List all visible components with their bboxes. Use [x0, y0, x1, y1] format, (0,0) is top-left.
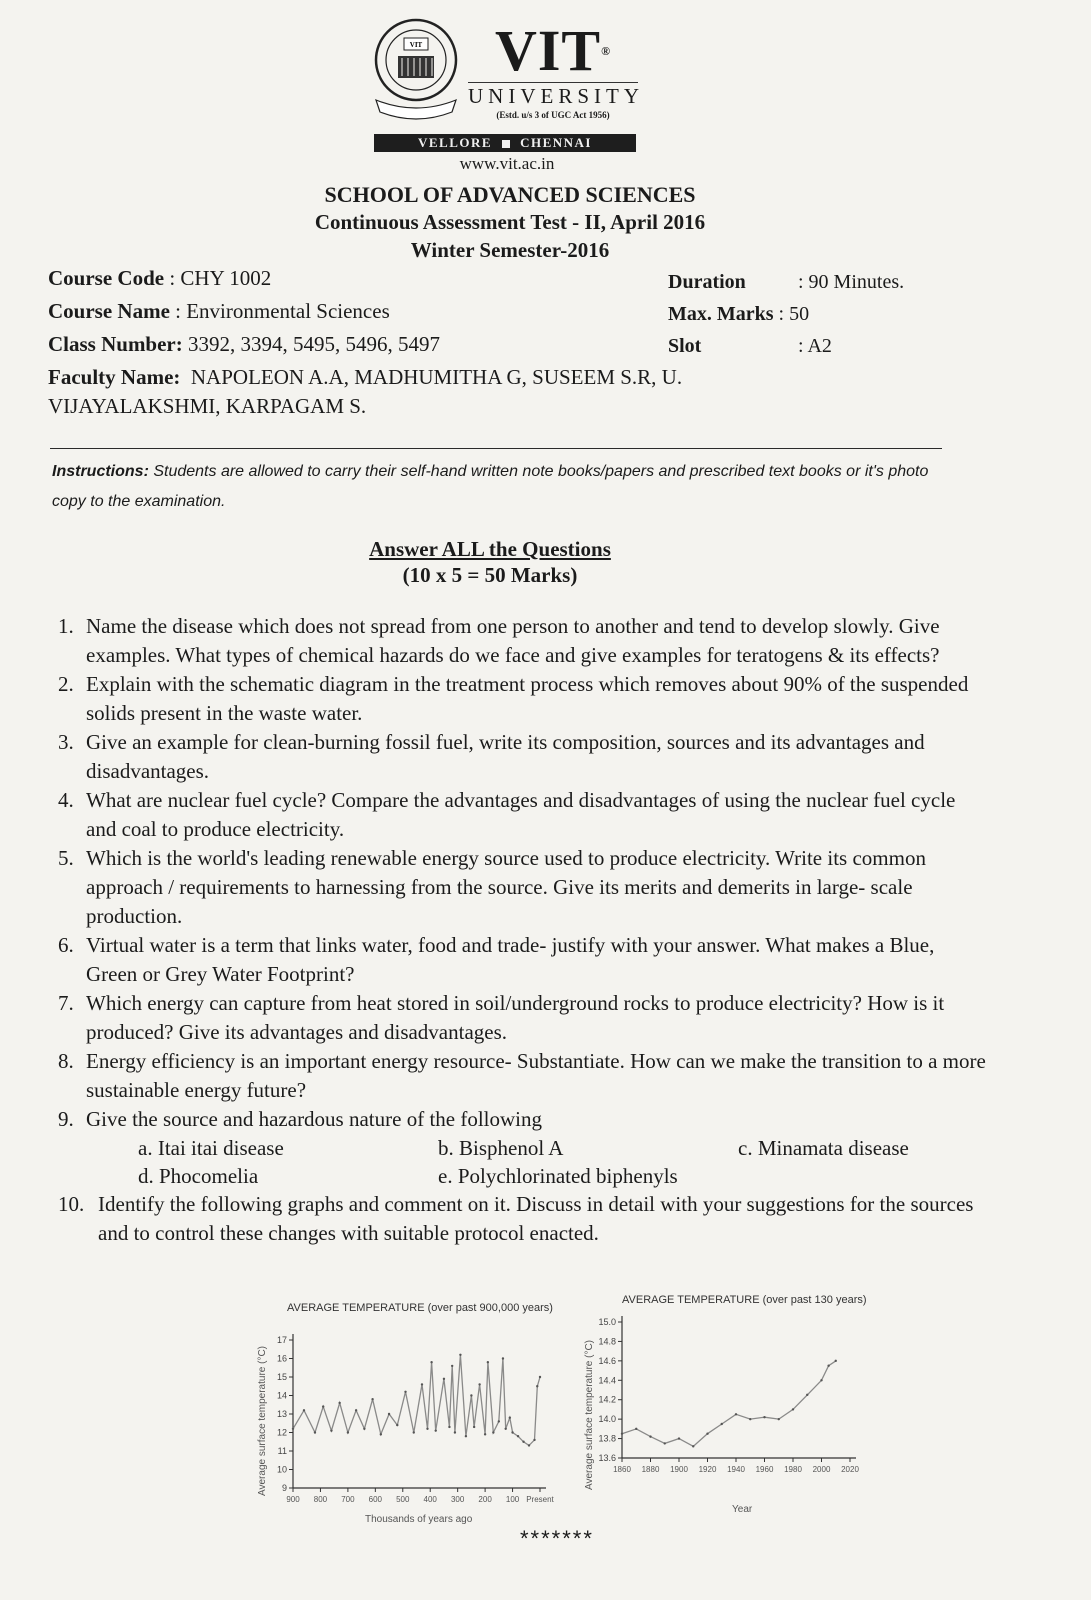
data-point: [778, 1418, 780, 1420]
data-point: [435, 1429, 437, 1431]
data-point: [678, 1437, 680, 1439]
question-8: [58, 1047, 988, 1105]
y-tick-label: 15: [276, 1372, 287, 1382]
marks-scheme: (10 x 5 = 50 Marks): [402, 563, 578, 587]
y-tick-label: 9: [281, 1483, 287, 1493]
data-point: [735, 1413, 737, 1415]
data-point: [806, 1394, 808, 1396]
data-point: [692, 1445, 694, 1447]
y-tick-label: 13.8: [598, 1433, 616, 1444]
semester-title: Winter Semester-2016: [410, 238, 610, 262]
data-point: [502, 1357, 504, 1359]
data-point: [363, 1428, 365, 1430]
question-4: [58, 786, 988, 844]
data-point: [649, 1435, 651, 1437]
data-point: [426, 1428, 428, 1430]
data-point: [338, 1402, 340, 1404]
question-number: 8.: [58, 1049, 74, 1073]
data-point: [388, 1413, 390, 1415]
data-point: [314, 1431, 316, 1433]
y-tick-label: 14.0: [598, 1414, 616, 1425]
data-point: [454, 1431, 456, 1433]
duration-row: [668, 266, 904, 298]
data-point: [430, 1361, 432, 1363]
question-7: [58, 989, 988, 1047]
chart-temperature-130y: [580, 1290, 870, 1525]
y-tick-label: 14.2: [598, 1394, 616, 1405]
data-point: [371, 1398, 373, 1400]
x-tick-label: 300: [450, 1495, 465, 1504]
data-point: [504, 1428, 506, 1430]
data-point: [517, 1435, 519, 1437]
x-tick-label: 900: [286, 1495, 300, 1504]
website-url: www.vit.ac.in: [459, 154, 555, 173]
question-10: [58, 1190, 988, 1248]
y-tick-label: 16: [276, 1353, 287, 1364]
brand-estd: (Estd. u/s 3 of UGC Act 1956): [496, 110, 610, 120]
question-text: Which energy can capture from heat stored in soil/underground rocks to produce electricity? How is it produced? Give its advantages and disadvantages.: [86, 991, 945, 1044]
data-point: [443, 1378, 445, 1380]
question-text: Give an example for clean-burning fossil fuel, write its composition, sources and its advantages and disadvantages.: [86, 730, 925, 783]
class-number-label: Class Number:: [48, 332, 183, 356]
course-name: : Environmental Sciences: [175, 299, 390, 323]
chart-plot: [255, 1318, 555, 1528]
list-item: d. Phocomelia: [138, 1164, 259, 1188]
question-3: [58, 728, 988, 786]
registered-mark: ®: [601, 44, 612, 58]
data-point: [330, 1429, 332, 1431]
brand-university: UNIVERSITY: [468, 84, 644, 108]
chart-temperature-900k: [255, 1296, 555, 1531]
seal-text: VIT: [409, 41, 423, 49]
data-point: [792, 1408, 794, 1410]
y-tick-label: 15.0: [598, 1317, 616, 1327]
question-6: [58, 931, 988, 989]
question-1: [58, 612, 988, 670]
question-text: Give the source and hazardous nature of the following: [86, 1107, 543, 1131]
school-title: SCHOOL OF ADVANCED SCIENCES: [324, 182, 696, 207]
brand: [468, 18, 644, 121]
data-point: [421, 1383, 423, 1385]
data-point: [487, 1361, 489, 1363]
question-number: 10.: [58, 1192, 85, 1216]
campus-vellore: VELLORE: [418, 135, 493, 150]
chart-ylabel: Average surface temperature (°C): [584, 1340, 595, 1490]
question-list: [58, 612, 988, 1248]
y-tick-label: 12: [276, 1427, 287, 1438]
faculty-names: NAPOLEON A.A, MADHUMITHA G, SUSEEM S.R, U.: [190, 365, 683, 389]
data-point: [459, 1354, 461, 1356]
brand-name: VIT: [494, 18, 602, 83]
x-tick-label: Present: [526, 1495, 554, 1504]
data-point: [347, 1431, 349, 1433]
course-code: : CHY 1002: [169, 266, 272, 290]
slot-row: [668, 330, 904, 362]
data-point: [536, 1385, 538, 1387]
university-logo: [372, 14, 644, 173]
slot-value: : A2: [798, 335, 832, 357]
x-tick-label: 1860: [613, 1465, 631, 1474]
data-point: [621, 1433, 623, 1435]
question-9: [58, 1105, 988, 1134]
data-point: [470, 1394, 472, 1396]
x-tick-label: 600: [368, 1495, 383, 1504]
list-item: c. Minamata disease: [738, 1136, 909, 1160]
course-name-row: [48, 295, 682, 328]
data-point: [413, 1431, 415, 1433]
test-title: Continuous Assessment Test - II, April 2016: [314, 210, 706, 234]
data-point: [355, 1409, 357, 1411]
y-tick-label: 13: [276, 1409, 287, 1419]
data-point: [396, 1424, 398, 1426]
campus-bar: [374, 134, 636, 152]
question-number: 2.: [58, 672, 74, 696]
y-tick-label: 14.4: [598, 1375, 616, 1386]
question-number: 6.: [58, 933, 74, 957]
data-point: [835, 1360, 837, 1362]
duration-label: Duration: [668, 271, 746, 293]
max-marks-row: [668, 298, 904, 330]
temperature-series-line: [293, 1355, 540, 1446]
list-item: a. Itai itai disease: [138, 1136, 284, 1160]
y-tick-label: 17: [276, 1335, 287, 1345]
y-tick-label: 10: [276, 1464, 287, 1475]
data-point: [303, 1409, 305, 1411]
x-tick-label: 1920: [698, 1465, 717, 1474]
answer-all-heading: [300, 536, 680, 588]
question-text: Which is the world's leading renewable energy source used to produce electricity. Write its common approach / requirements to harnessing from the source. Give its merits and demerits in large- scale production.: [86, 846, 926, 928]
chart-plot: [580, 1310, 870, 1520]
x-tick-label: 2020: [841, 1465, 859, 1474]
x-tick-label: 500: [396, 1495, 410, 1504]
data-point: [473, 1426, 475, 1428]
faculty-names-cont: VIJAYALAKSHMI, KARPAGAM S.: [48, 394, 367, 418]
x-tick-label: 100: [505, 1495, 520, 1504]
divider: [50, 448, 942, 449]
class-number: 3392, 3394, 5495, 5496, 5497: [188, 332, 440, 356]
slot-label: Slot: [668, 335, 702, 357]
x-tick-label: 1880: [641, 1465, 660, 1474]
x-tick-label: 400: [423, 1495, 437, 1504]
y-tick-label: 13.6: [598, 1453, 616, 1463]
question-text: Explain with the schematic diagram in the treatment process which removes about 90% of the suspended solids present in the waste water.: [86, 672, 969, 725]
university-seal-icon: [372, 16, 460, 124]
y-tick-label: 14.8: [598, 1336, 616, 1347]
x-tick-label: 200: [478, 1495, 492, 1504]
question-9-items: [138, 1134, 988, 1190]
x-tick-label: 700: [341, 1495, 355, 1504]
x-tick-label: 1960: [755, 1465, 774, 1474]
chart-xlabel: Thousands of years ago: [365, 1514, 473, 1525]
question-text: Virtual water is a term that links water, food and trade- justify with your answer. What makes a Blue, Green or Grey Water Footprint?: [86, 933, 935, 986]
course-code-label: Course Code: [48, 266, 165, 290]
x-tick-label: 800: [313, 1495, 328, 1504]
data-point: [528, 1444, 530, 1446]
y-tick-label: 11: [277, 1446, 287, 1456]
question-number: 3.: [58, 730, 74, 754]
max-marks-label: Max. Marks: [668, 303, 774, 325]
campus-chennai: CHENNAI: [520, 135, 592, 150]
question-number: 1.: [58, 614, 74, 638]
data-point: [539, 1376, 541, 1378]
instructions-text: Students are allowed to carry their self-hand written note books/papers and prescribed text books or it's photo copy to the examination.: [52, 463, 929, 510]
x-tick-label: 1940: [727, 1465, 745, 1474]
data-point: [492, 1431, 494, 1433]
temperature-series-line: [622, 1361, 836, 1446]
y-tick-label: 14.6: [598, 1355, 616, 1366]
chart-ylabel: Average surface temperature (°C): [257, 1346, 268, 1496]
course-name-label: Course Name: [48, 299, 170, 323]
data-point: [721, 1423, 723, 1425]
x-tick-label: 1980: [784, 1465, 802, 1474]
exam-info: [668, 266, 904, 362]
data-point: [478, 1383, 480, 1385]
data-point: [451, 1365, 453, 1367]
faculty-row: [48, 361, 682, 394]
data-point: [763, 1416, 765, 1418]
data-point: [522, 1441, 524, 1443]
question-number: 4.: [58, 788, 74, 812]
question-text: What are nuclear fuel cycle? Compare the advantages and disadvantages of using the nuclear fuel cycle and coal to produce electricity.: [86, 788, 956, 841]
x-tick-label: 1900: [670, 1465, 688, 1474]
course-code-row: [48, 262, 682, 295]
answer-all-title: Answer ALL the Questions: [369, 537, 611, 561]
data-point: [509, 1417, 511, 1419]
x-tick-label: 2000: [812, 1465, 831, 1474]
data-point: [292, 1428, 294, 1430]
question-2: [58, 670, 988, 728]
list-item: b. Bisphenol A: [438, 1136, 564, 1160]
max-marks-value: : 50: [778, 303, 810, 325]
question-number: 7.: [58, 991, 74, 1015]
data-point: [706, 1433, 708, 1435]
class-number-row: [48, 328, 682, 361]
question-text: Identify the following graphs and comment on it. Discuss in detail with your suggestions for the sources and to control these changes with suitable protocol enacted.: [98, 1192, 974, 1245]
data-point: [380, 1433, 382, 1435]
square-bullet-icon: [502, 140, 510, 148]
data-point: [404, 1391, 406, 1393]
data-point: [322, 1405, 324, 1407]
data-point: [498, 1420, 500, 1422]
chart-title: AVERAGE TEMPERATURE (over past 900,000 years): [287, 1302, 553, 1314]
course-info: [48, 262, 682, 394]
y-tick-label: 14: [276, 1390, 287, 1401]
data-point: [820, 1379, 822, 1381]
question-text: Name the disease which does not spread from one person to another and tend to develop slowly. Give examples. What types of chemical hazards do we face and give examples for teratogens & its effects?: [86, 614, 940, 667]
question-number: 5.: [58, 846, 74, 870]
chart-title: AVERAGE TEMPERATURE (over past 130 years): [622, 1294, 867, 1306]
list-item: e. Polychlorinated biphenyls: [438, 1164, 678, 1188]
question-5: [58, 844, 988, 931]
data-point: [827, 1365, 829, 1367]
data-point: [664, 1442, 666, 1444]
question-number: 9.: [58, 1107, 74, 1131]
chart-xlabel: Year: [732, 1504, 753, 1515]
data-point: [533, 1439, 535, 1441]
duration-value: : 90 Minutes.: [798, 271, 905, 293]
data-point: [511, 1431, 513, 1433]
data-point: [749, 1418, 751, 1420]
instructions-label: Instructions:: [52, 463, 149, 480]
data-point: [484, 1433, 486, 1435]
end-mark: *******: [520, 1526, 594, 1551]
instructions: [52, 457, 952, 517]
faculty-label: Faculty Name:: [48, 365, 181, 389]
data-point: [635, 1428, 637, 1430]
data-point: [448, 1426, 450, 1428]
question-text: Energy efficiency is an important energy resource- Substantiate. How can we make the transition to a more sustainable energy future?: [86, 1049, 986, 1102]
data-point: [465, 1435, 467, 1437]
